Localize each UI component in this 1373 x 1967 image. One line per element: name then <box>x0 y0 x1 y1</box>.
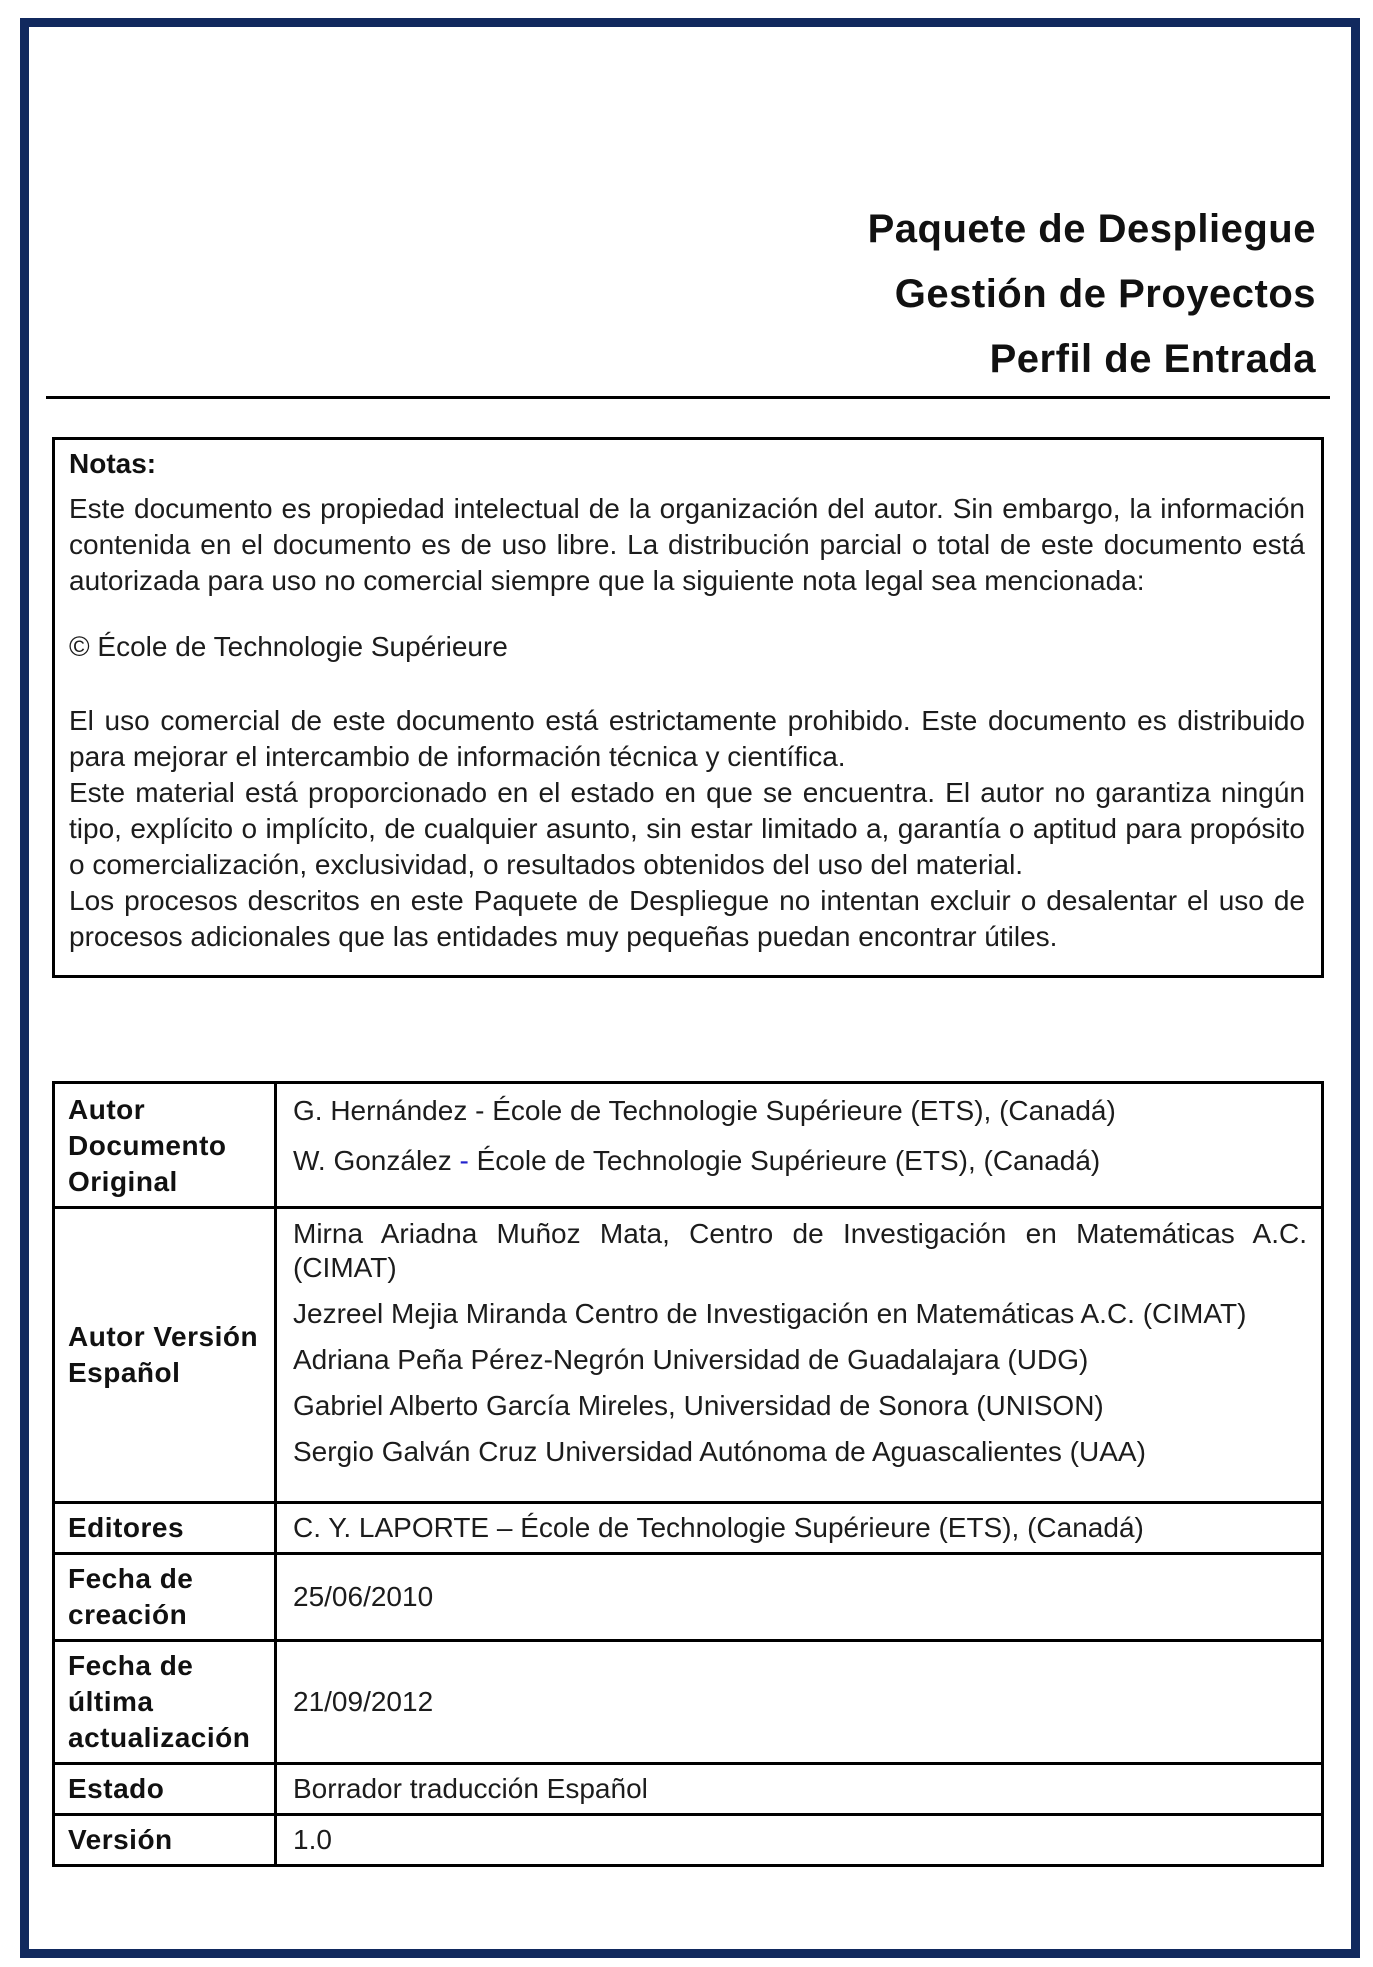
copyright-line: © École de Technologie Supérieure <box>69 631 508 662</box>
row-label-version: Versión <box>54 1815 276 1866</box>
notes-paragraph-commercial-use: El uso comercial de este documento está estrictamente prohibido. Este documento es distribuido para mejorar el intercambio de información técnica y científica. <box>69 705 1305 772</box>
row-value-editors: C. Y. LAPORTE – École de Technologie Supérieure (ETS), (Canadá) <box>276 1503 1323 1554</box>
page-content <box>29 197 1351 1867</box>
table-row-creation-date <box>54 1554 1323 1641</box>
table-row-version <box>54 1815 1323 1866</box>
row-label-editors: Editores <box>54 1503 276 1554</box>
author-spanish-1: Mirna Ariadna Muñoz Mata, Centro de Investigación en Matemáticas A.C. (CIMAT) <box>293 1218 1307 1283</box>
table-row-last-update <box>54 1641 1323 1764</box>
notes-heading: Notas: <box>69 448 157 479</box>
author-original-1: G. Hernández - École de Technologie Supérieure (ETS), (Canadá) <box>293 1095 1116 1126</box>
row-value-author-original <box>276 1083 1323 1208</box>
row-value-version: 1.0 <box>276 1815 1323 1866</box>
row-label-last-update: Fecha de última actualización <box>54 1641 276 1764</box>
table-row-author-original <box>54 1083 1323 1208</box>
author-spanish-2: Jezreel Mejia Miranda Centro de Investigación en Matemáticas A.C. (CIMAT) <box>293 1298 1247 1329</box>
author-original-2-affiliation: École de Technologie Supérieure (ETS), (Canadá) <box>468 1145 1101 1176</box>
title-line-2: Gestión de Proyectos <box>894 272 1316 316</box>
table-row-editors <box>54 1503 1323 1554</box>
table-row-status <box>54 1764 1323 1815</box>
blue-hyphen: - <box>459 1145 469 1176</box>
notes-paragraph-as-is: Este material está proporcionado en el estado en que se encuentra. El autor no garantiza ningún tipo, explícito o implícito, de cualquier asunto, sin estar limitado a, garantía o aptitud para propósito o comercialización, exclusividad, o resultados obtenidos del uso del material. <box>69 777 1305 880</box>
author-spanish-5: Sergio Galván Cruz Universidad Autónoma de Aguascalientes (UAA) <box>293 1436 1146 1467</box>
table-row-author-spanish <box>54 1208 1323 1503</box>
author-original-2-name: W. González <box>293 1145 460 1176</box>
notes-paragraph-intellectual-property: Este documento es propiedad intelectual de la organización del autor. Sin embargo, la información contenida en el documento es de uso libre. La distribución parcial o total de este documento está autorizada para uso no comercial siempre que la siguiente nota legal sea mencionada: <box>69 493 1305 596</box>
row-label-author-spanish: Autor Versión Español <box>54 1208 276 1503</box>
title-line-3: Perfil de Entrada <box>989 337 1316 381</box>
row-value-status: Borrador traducción Español <box>276 1764 1323 1815</box>
author-spanish-3: Adriana Peña Pérez-Negrón Universidad de Guadalajara (UDG) <box>293 1344 1089 1375</box>
title-underline <box>46 396 1330 399</box>
row-label-author-original: Autor Documento Original <box>54 1083 276 1208</box>
notes-box <box>52 437 1324 978</box>
document-info-table <box>52 1081 1324 1867</box>
title-line-1: Paquete de Despliegue <box>867 207 1316 251</box>
author-spanish-4: Gabriel Alberto García Mireles, Universidad de Sonora (UNISON) <box>293 1390 1104 1421</box>
page-border-frame <box>20 18 1360 1958</box>
row-label-status: Estado <box>54 1764 276 1815</box>
notes-paragraph-additional-processes: Los procesos descritos en este Paquete de Despliegue no intentan excluir o desalentar el uso de procesos adicionales que las entidades muy pequeñas puedan encontrar útiles. <box>69 885 1305 952</box>
row-value-creation-date: 25/06/2010 <box>276 1554 1323 1641</box>
document-title <box>46 197 1330 392</box>
row-value-author-spanish <box>276 1208 1323 1503</box>
row-label-creation-date: Fecha de creación <box>54 1554 276 1641</box>
author-original-2 <box>293 1144 1307 1178</box>
row-value-last-update: 21/09/2012 <box>276 1641 1323 1764</box>
